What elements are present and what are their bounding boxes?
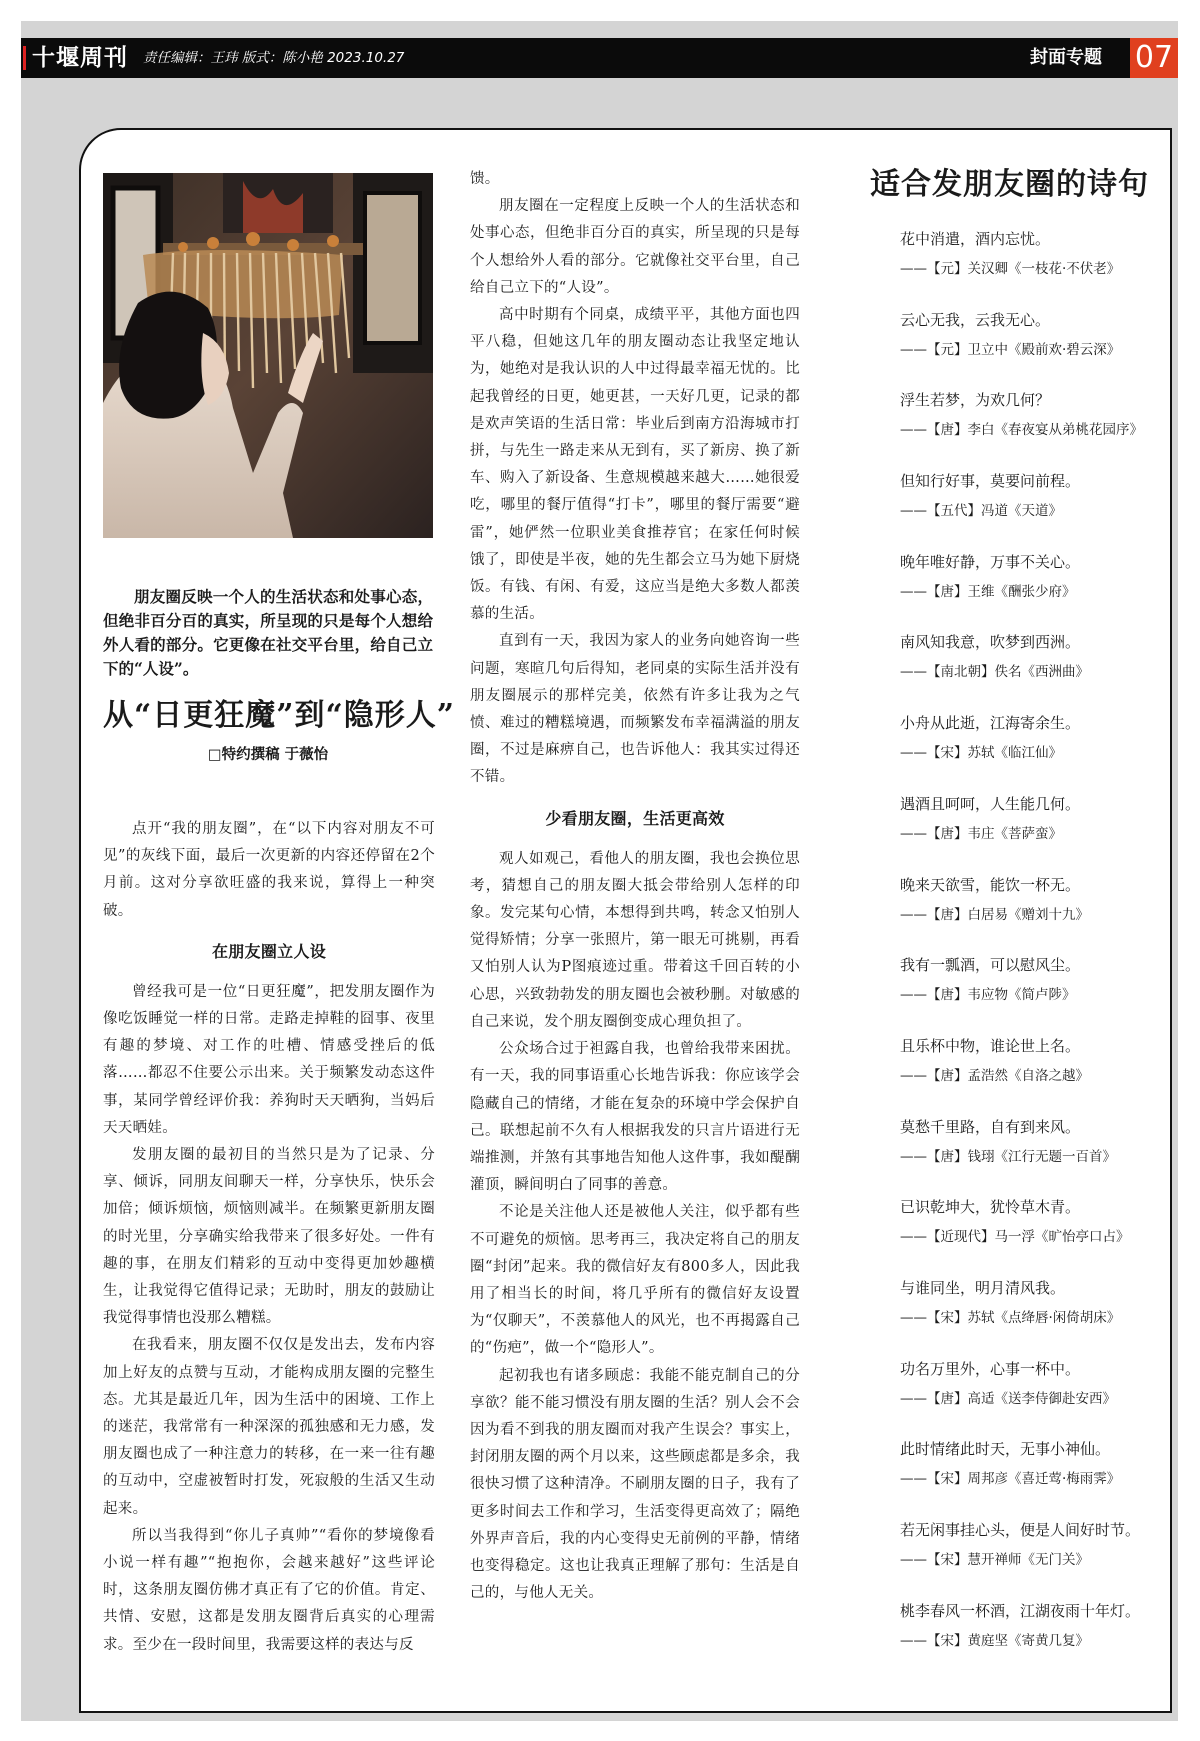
poem-line: 晚年唯好静，万事不关心。	[900, 552, 1081, 571]
article-paragraph: 点开“我的朋友圈”，在“以下内容对朋友不可见”的灰线下面，最后一次更新的内容还停留在2个月前。这对分享欲旺盛的我来说，算得上一种突破。	[103, 821, 435, 919]
poem-entry	[840, 547, 1155, 628]
section-title: 封面专题	[1030, 47, 1102, 68]
article-paragraph: 在我看来，朋友圈不仅仅是发出去，发布内容加上好友的点赞与互动，才能构成朋友圈的完整生态。尤其是最近几年，因为生活中的困境、工作上的迷茫，我常常有一种深深的孤独感和无力感，发朋友圈也成了一种注意力的转移，在一来一往有趣的互动中，空虚被暂时打发，死寂般的生活又生动起来。	[103, 1337, 435, 1517]
poem-entry	[840, 950, 1155, 1031]
poem-list	[840, 224, 1155, 1676]
article-paragraph: 起初我也有诸多顾虑：我能不能克制自己的分享欲？能不能习惯没有朋友圈的生活？别人会不会因为看不到我的朋友圈而对我产生误会？事实上，封闭朋友圈的两个月以来，这些顾虑都是多余，我很快习惯了这种清净。不刷朋友圈的日子，我有了更多时间去工作和学习，生活变得更高效了；隔绝外界声音后，我的内心变得史无前例的平静，情绪也变得稳定。这也让我真正理解了那句：生活是自己的，与他人无关。	[470, 1367, 800, 1602]
poem-source: ——【宋】黄庭坚《寄黄几复》	[900, 1632, 1089, 1649]
poem-source: ——【南北朝】佚名《西洲曲》	[900, 664, 1089, 681]
poem-source: ——【宋】慧开禅师《无门关》	[900, 1552, 1089, 1568]
poem-source: ——【宋】苏轼《临江仙》	[900, 745, 1062, 762]
poem-source: ——【唐】高适《送李侍御赴安西》	[900, 1390, 1116, 1407]
poem-source: ——【唐】李白《春夜宴从弟桃花园序》	[900, 422, 1143, 439]
poem-entry	[840, 305, 1155, 386]
article-byline: □特约撰稿 于薇怡	[207, 747, 329, 763]
poem-line: 且乐杯中物，谁论世上名。	[900, 1036, 1081, 1055]
section-subheading: 少看朋友圈，生活更高效	[545, 808, 725, 828]
poem-line: 此时情绪此时天，无事小神仙。	[900, 1440, 1111, 1459]
article-headline: 从“日更狂魔”到“隐形人”	[103, 698, 456, 733]
poem-entry	[840, 385, 1155, 466]
masthead-logo	[21, 38, 139, 78]
article-paragraph: 不论是关注他人还是被他人关注，似乎都有些不可避免的烦恼。思考再三，我决定将自己的朋友圈“封闭”起来。我的微信好友有800多人，因此我用了相当长的时间，将几乎所有的微信好友设置为“仅聊天”，不羡慕他人的风光，也不再揭露自己的“伤疤”，做一个“隐形人”。	[470, 1204, 800, 1357]
poem-line: 晚来天欲雪，能饮一杯无。	[900, 875, 1081, 894]
poem-entry	[840, 1192, 1155, 1273]
article-paragraph: 公众场合过于袒露自我，也曾给我带来困扰。有一天，我的同事语重心长地告诉我：你应该学会隐藏自己的情绪，才能在复杂的环境中学会保护自己。联想起前不久有人根据我发的只言片语进行无端推测，并煞有其事地告知他人这件事，我如醍醐灌顶，瞬间明白了同事的善意。	[470, 1041, 800, 1194]
poem-source: ——【五代】冯道《天道》	[900, 503, 1062, 520]
poem-line: 桃李春风一杯酒，江湖夜雨十年灯。	[900, 1601, 1141, 1620]
poem-source: ——【宋】周邦彦《喜迁莺·梅雨霁》	[900, 1471, 1121, 1488]
article-paragraph: 发朋友圈的最初目的当然只是为了记录、分享、倾诉，同朋友间聊天一样，分享快乐，快乐会加倍；倾诉烦恼，烦恼则减半。在频繁更新朋友圈的时光里，分享确实给我带来了很多好处。一件有趣的事，在朋友们精彩的互动中变得更加妙趣横生，让我觉得它值得记录；无助时，朋友的鼓励让我觉得事情也没那么糟糕。	[103, 1147, 435, 1327]
poem-line: 但知行好事，莫要问前程。	[900, 472, 1081, 491]
poem-line: 已识乾坤大，犹怜草木青。	[900, 1198, 1081, 1217]
poem-source: ——【近现代】马一浮《旷怡亭口占》	[900, 1229, 1130, 1246]
poem-source: ——【元】关汉卿《一枝花·不伏老》	[900, 261, 1121, 277]
poem-line: 浮生若梦，为欢几何？	[900, 391, 1051, 410]
poem-line: 与谁同坐，明月清风我。	[900, 1278, 1066, 1297]
article-paragraph: 曾经我可是一位“日更狂魔”，把发朋友圈作为像吃饭睡觉一样的日常。走路走掉鞋的囧事、夜里有趣的梦境、对工作的吐槽、情感受挫后的低落……都忍不住要公示出来。关于频繁发动态这件事，某同学曾经评价我：养狗时天天晒狗，当妈后天天晒娃。	[103, 983, 435, 1136]
poem-entry	[840, 1112, 1155, 1193]
poem-entry	[840, 1434, 1155, 1515]
article-paragraph: 高中时期有个同桌，成绩平平，其他方面也四平八稳，但她这几年的朋友圈动态让我坚定地认为，她绝对是我认识的人中过得最幸福无忧的。比起我曾经的日更，她更甚，一天好几更，记录的都是欢声笑语的生活日常：毕业后到南方沿海城市打拼，与先生一路走来从无到有，买了新房、换了新车、购入了新设备、生意规模越来越大……她很爱吃，哪里的餐厅值得“打卡”，哪里的餐厅需要“避雷”，她俨然一位职业美食推荐官；在家任何时候饿了，即使是半夜，她的先生都会立马为她下厨烧饭。有钱、有闲、有爱，这应当是绝大多数人都羡慕的生活。	[470, 307, 800, 623]
poem-entry	[840, 1515, 1155, 1596]
poem-line: 功名万里外，心事一杯中。	[900, 1359, 1081, 1378]
logo-accent-bar	[23, 46, 26, 70]
logo-text: 十堰周刊	[32, 44, 128, 71]
editor-credit: 责任编辑：王玮 版式：陈小艳 2023.10.27	[143, 50, 405, 66]
poem-entry	[840, 789, 1155, 870]
poem-entry	[840, 1596, 1155, 1677]
poems-title: 适合发朋友圈的诗句	[870, 167, 1149, 202]
poem-entry	[840, 466, 1155, 547]
poems-sidebar	[840, 164, 1155, 1676]
article-paragraph: 所以当我得到“你儿子真帅”“看你的梦境像看小说一样有趣”“抱抱你，会越来越好”这些评论时，这条朋友圈仿佛才真正有了它的价值。肯定、共情、安慰，这都是发朋友圈背后真实的心理需求。至少在一段时间里，我需要这样的表达与反	[103, 1527, 435, 1653]
article-paragraph: 观人如观己，看他人的朋友圈，我也会换位思考，猜想自己的朋友圈大抵会带给别人怎样的印象。发完某句心情，本想得到共鸣，转念又怕别人觉得矫情；分享一张照片，第一眼无可挑剔，再看又怕别人认为P图痕迹过重。带着这千回百转的小心思，兴致勃勃发的朋友圈也会被秒删。对敏感的自己来说，发个朋友圈倒变成心理负担了。	[470, 850, 800, 1030]
poem-line: 云心无我，云我无心。	[900, 310, 1051, 329]
poem-entry	[840, 627, 1155, 708]
page-number: 07	[1130, 38, 1178, 78]
poem-source: ——【元】卫立中《殿前欢·碧云深》	[900, 341, 1121, 358]
poem-entry	[840, 224, 1155, 305]
poem-source: ——【宋】苏轼《点绛唇·闲倚胡床》	[900, 1309, 1121, 1326]
poem-source: ——【唐】孟浩然《自洛之越》	[900, 1067, 1089, 1084]
poem-line: 花中消遣，酒内忘忧。	[900, 230, 1051, 248]
poem-entry	[840, 1273, 1155, 1354]
poem-entry	[840, 1354, 1155, 1435]
photo-illustration	[103, 173, 433, 538]
article-paragraph: 朋友圈在一定程度上反映一个人的生活状态和处事心态，但绝非百分百的真实，所呈现的只是每个人想给外人看的部分。它就像社交平台里，自己给自己立下的“人设”。	[470, 198, 800, 296]
poem-line: 小舟从此逝，江海寄余生。	[900, 714, 1081, 733]
poem-entry	[840, 870, 1155, 951]
poem-line: 遇酒且呵呵，人生能几何。	[900, 794, 1081, 813]
poem-entry	[840, 1031, 1155, 1112]
article-paragraph: 馈。	[470, 171, 500, 187]
photo-caption: 朋友圈反映一个人的生活状态和处事心态，但绝非百分百的真实，所呈现的只是每个人想给外人看的部分。它更像在社交平台里，给自己立下的“人设”。	[103, 587, 433, 678]
poem-source: ——【唐】白居易《赠刘十九》	[900, 906, 1089, 923]
article-column-1	[103, 816, 435, 1659]
poem-line: 南风知我意，吹梦到西洲。	[900, 633, 1081, 652]
poem-source: ——【唐】韦应物《简卢陟》	[900, 987, 1076, 1004]
poem-line: 若无闲事挂心头，便是人间好时节。	[900, 1521, 1141, 1539]
section-subheading: 在朋友圈立人设	[211, 941, 327, 961]
article-column-2	[470, 166, 800, 1607]
poem-entry	[840, 708, 1155, 789]
poem-line: 莫愁千里路，自有到来风。	[900, 1117, 1081, 1136]
poem-line: 我有一瓢酒，可以慰风尘。	[900, 956, 1081, 975]
poem-source: ——【唐】王维《酬张少府》	[900, 583, 1076, 600]
article-paragraph: 直到有一天，我因为家人的业务向她咨询一些问题，寒暄几句后得知，老同桌的实际生活并没有朋友圈展示的那样完美，依然有许多让我为之气愤、难过的糟糕境遇，而频繁发布幸福满溢的朋友圈，不过是麻痹自己，也告诉他人：我其实过得还不错。	[470, 633, 800, 786]
poem-source: ——【唐】钱珝《江行无题一百首》	[900, 1148, 1116, 1165]
poem-source: ——【唐】韦庄《菩萨蛮》	[900, 825, 1062, 842]
article-photo	[103, 173, 433, 538]
